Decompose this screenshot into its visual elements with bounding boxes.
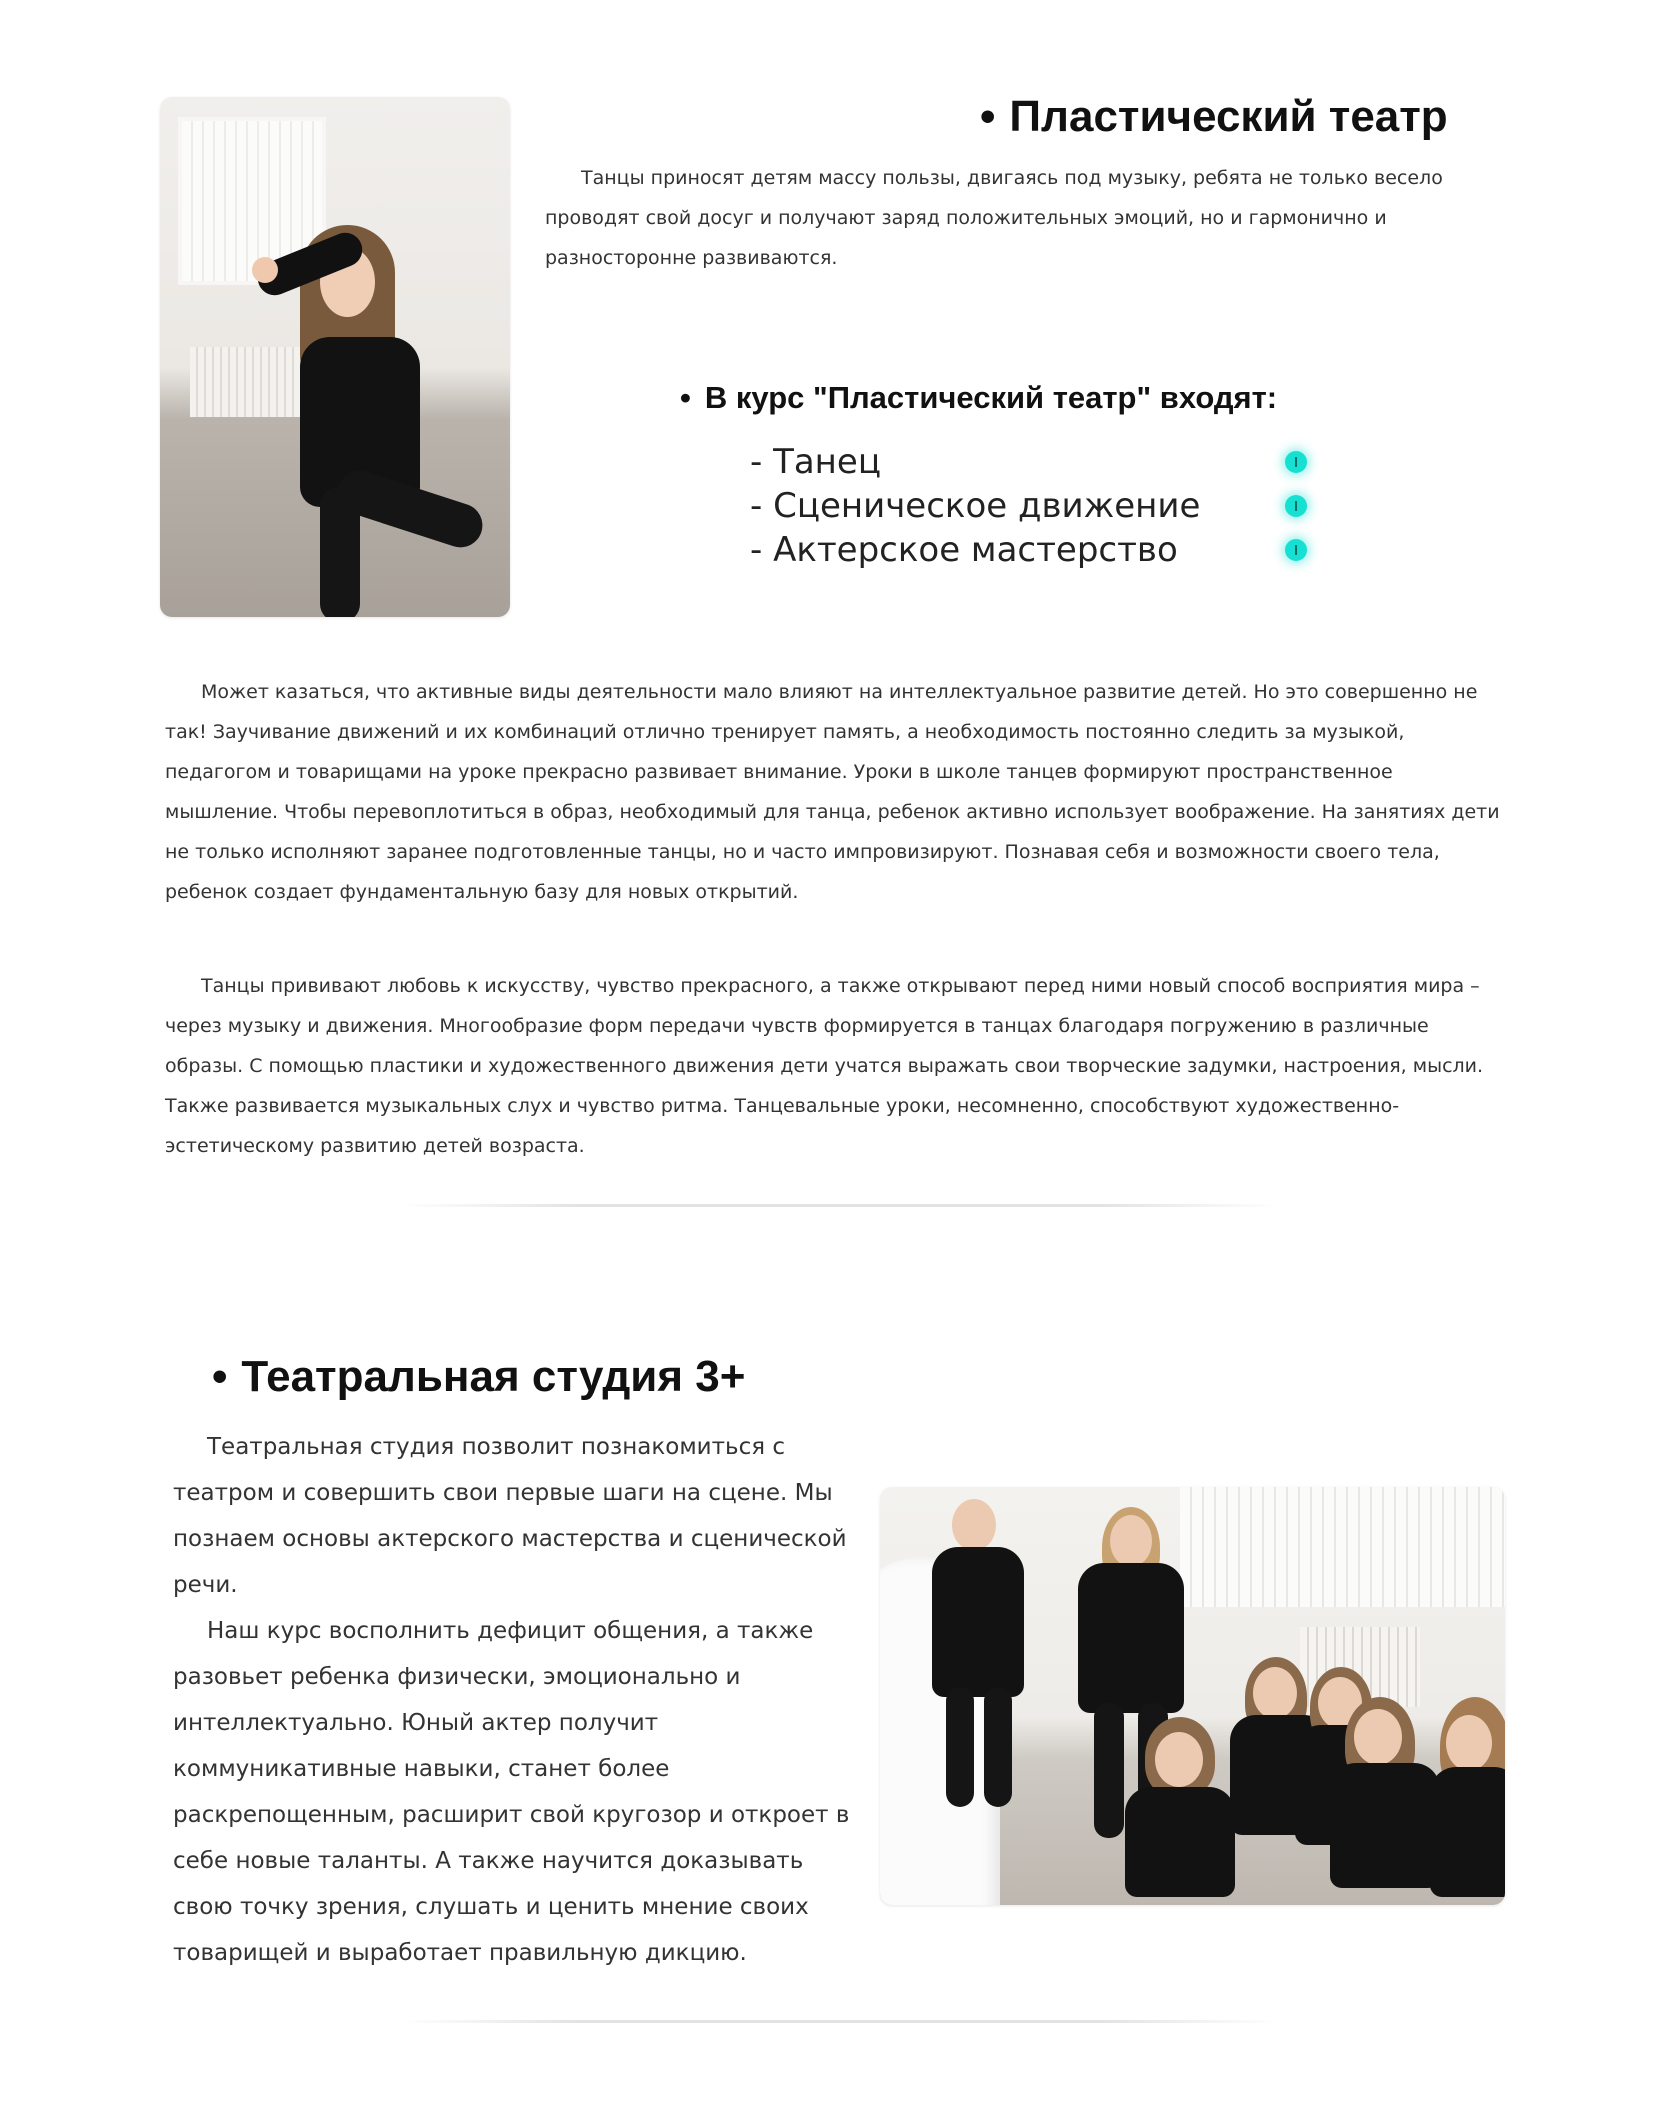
art-paragraph: Танцы прививают любовь к искусству, чувство прекрасного, а также открывают перед ними новый способ восприятия мира – через музыку и движения. Многообразие форм передачи чувств формируется в танцах благодаря погружению в различные образы. С помощью пластики и художественного движения дети учатся выражать свои творческие задумки, настроения, мысли. Также развивается музыкальных слух и чувство ритма. Танцевальные уроки, несомненно, способствуют художественно-эстетическому развитию детей возраста. xyxy=(165,975,1484,1157)
development-paragraph: Может казаться, что активные виды деятельности мало влияют на интеллектуальное развитие детей. Но это совершенно не так! Заучивание движений и их комбинаций отлично тренирует память, а необходимость постоянно следить за музыкой, педагогом и товарищами на уроке прекрасно развивает внимание. Уроки в школе танцев формируют пространственное мышление. Чтобы перевоплотиться в образ, необходимый для танца, ребенок активно использует воображение. На занятиях дети не только исполняют заранее подготовленные танцы, но и часто импровизируют. Познавая себя и возможности своего тела, ребенок создает фундаментальную базу для новых открытий. xyxy=(165,681,1500,903)
studio-intro-paragraph: Театральная студия позволит познакомиться с театром и совершить свои первые шаги на сцене. Мы познаем основы актерского мастерства и сценической речи. xyxy=(173,1434,847,1598)
info-dot-icon[interactable] xyxy=(1285,451,1307,473)
title-bullet: • xyxy=(980,92,996,141)
section-title-theatre-studio xyxy=(212,1352,745,1402)
photo-girl-hand xyxy=(252,257,278,283)
info-dot-icon[interactable] xyxy=(1285,495,1307,517)
photo-boy-head xyxy=(952,1499,996,1551)
course-item-label: - Актерское мастерство xyxy=(750,530,1178,570)
theatre-class-photo xyxy=(880,1487,1505,1905)
course-list xyxy=(750,440,1370,572)
list-title-text: В курс "Пластический театр" входят: xyxy=(704,380,1278,415)
course-item-dance xyxy=(750,440,1370,484)
studio-course-paragraph: Наш курс восполнить дефицит общения, а также разовьет ребенка физически, эмоционально и интеллектуально. Юный актер получит коммуникативные навыки, станет более раскрепощенным, расширит свой кругозор и откроет в себе новые таланты. А также научится доказывать свою точку зрения, слушать и ценить мнение своих товарищей и выработает правильную дикцию. xyxy=(173,1618,850,1966)
title-text: Пластический театр xyxy=(1009,92,1448,141)
photo-kid-head xyxy=(1155,1732,1203,1787)
title-bullet: • xyxy=(212,1352,228,1401)
photo-kid-head xyxy=(1446,1715,1492,1771)
photo-girl-head xyxy=(1110,1515,1152,1567)
info-dot-icon[interactable] xyxy=(1285,539,1307,561)
section-title-plastic-theatre xyxy=(980,92,1448,142)
photo-kid-body xyxy=(1430,1767,1505,1897)
title-text: Театральная студия 3+ xyxy=(241,1352,746,1401)
course-item-label: - Танец xyxy=(750,442,881,482)
dancer-photo xyxy=(160,97,510,617)
course-item-label: - Сценическое движение xyxy=(750,486,1201,526)
section-divider xyxy=(400,2020,1280,2023)
list-title-bullet: • xyxy=(680,380,691,415)
intro-paragraph: Танцы приносят детям массу пользы, двигаясь под музыку, ребята не только весело проводят свой досуг и получают заряд положительных эмоций, но и гармонично и разносторонне развиваются. xyxy=(545,167,1443,269)
photo-kid-head xyxy=(1354,1709,1402,1765)
photo-boy-leg xyxy=(946,1687,974,1807)
photo-girl-body xyxy=(1078,1563,1184,1713)
course-item-acting xyxy=(750,528,1370,572)
photo-kid-body xyxy=(1330,1763,1440,1888)
photo-boy-body xyxy=(932,1547,1024,1697)
photo-kid-head xyxy=(1253,1667,1297,1719)
photo-radiator xyxy=(190,347,300,417)
photo-girl-leg xyxy=(1094,1703,1124,1838)
course-item-stage-movement xyxy=(750,484,1370,528)
photo-boy-leg xyxy=(984,1687,1012,1807)
course-list-title xyxy=(680,380,1277,416)
photo-kid-body xyxy=(1125,1787,1235,1897)
photo-blinds xyxy=(1180,1487,1505,1607)
section-divider xyxy=(400,1204,1280,1207)
